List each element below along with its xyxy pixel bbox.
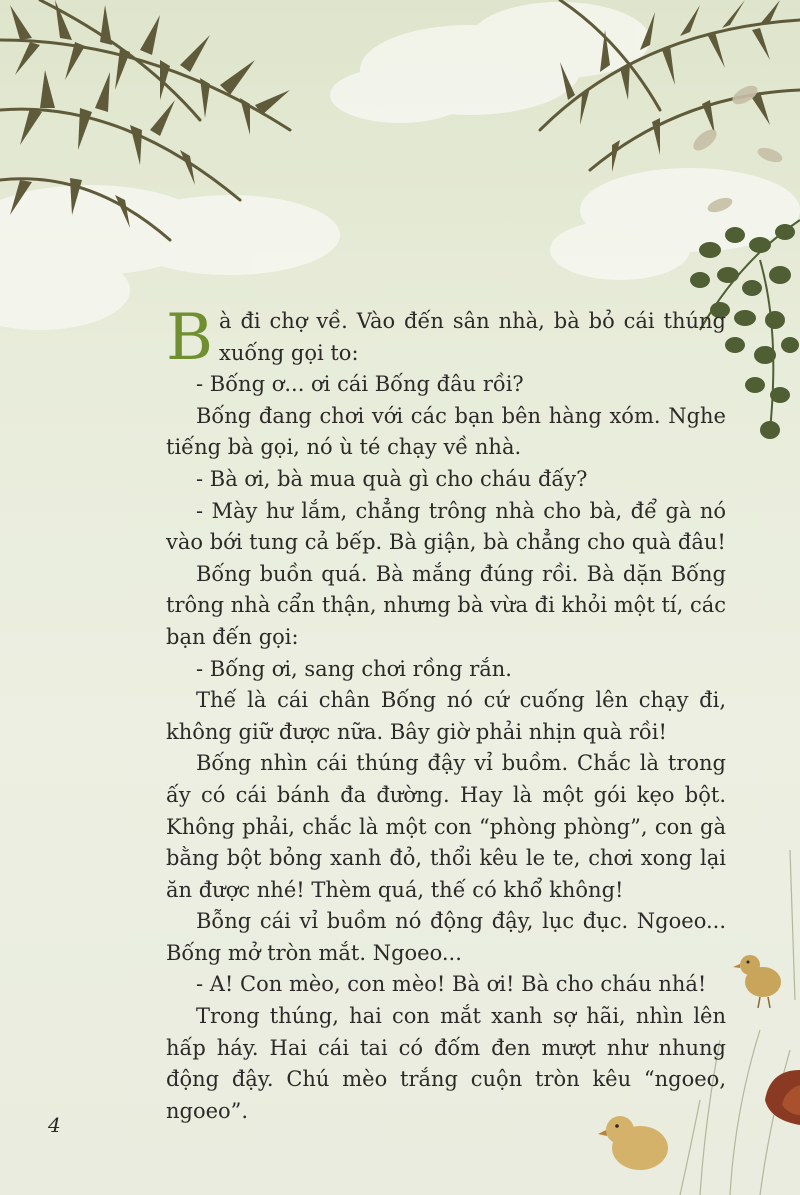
- story-paragraph: Bà đi chợ về. Vào đến sân nhà, bà bỏ cái thúng xuống gọi to:: [166, 301, 726, 375]
- story-paragraph: Bỗng cái vỉ buồm nó động đậy, lục đục. Ngoeo... Bống mở tròn mắt. Ngoeo...: [166, 909, 726, 965]
- story-paragraph: Bống đang chơi với các bạn bên hàng xóm. Nghe tiếng bà gọi, nó ù té chạy về nhà.: [166, 403, 726, 460]
- story-text: [166, 301, 726, 1127]
- story-paragraph: - Bống ơi, sang chơi rồng rắn.: [196, 656, 512, 681]
- story-paragraph: - Bà ơi, bà mua quà gì cho cháu đấy?: [196, 466, 588, 491]
- drop-cap: B: [166, 301, 214, 375]
- story-paragraph: Trong thúng, hai con mắt xanh sợ hãi, nhìn lên hấp háy. Hai cái tai có đốm đen mượt như nhung động đậy. Chú mèo trắng cuộn tròn kêu “ngoeo, ngoeo”.: [166, 1004, 726, 1123]
- story-paragraph: Bống nhìn cái thúng đậy vỉ buồm. Chắc là trong ấy có cái bánh đa đường. Hay là một gói kẹo bột. Không phải, chắc là một con “phòng phòng”, con gà bằng bột bỏng xanh đỏ, thổi kêu le te, chơi xong lại ăn được nhé! Thèm quá, thế có khổ không!: [166, 751, 726, 902]
- rooster-icon: [765, 1070, 800, 1125]
- page-number: 4: [48, 1113, 61, 1137]
- story-paragraph: - Mày hư lắm, chẳng trông nhà cho bà, để gà nó vào bới tung cả bếp. Bà giận, bà chẳng cho quà đâu!: [166, 498, 726, 555]
- story-paragraph: Bống buồn quá. Bà mắng đúng rồi. Bà dặn Bống trông nhà cẩn thận, nhưng bà vừa đi khỏi một tí, các bạn đến gọi:: [166, 561, 726, 649]
- story-paragraph: - Bống ơ... ơi cái Bống đâu rồi?: [196, 372, 524, 397]
- story-paragraph: - A! Con mèo, con mèo! Bà ơi! Bà cho cháu nhá!: [196, 972, 707, 997]
- story-paragraph: Thế là cái chân Bống nó cứ cuống lên chạy đi, không giữ được nữa. Bây giờ phải nhịn quà rồi!: [166, 688, 726, 744]
- chick-icon: [733, 955, 781, 1008]
